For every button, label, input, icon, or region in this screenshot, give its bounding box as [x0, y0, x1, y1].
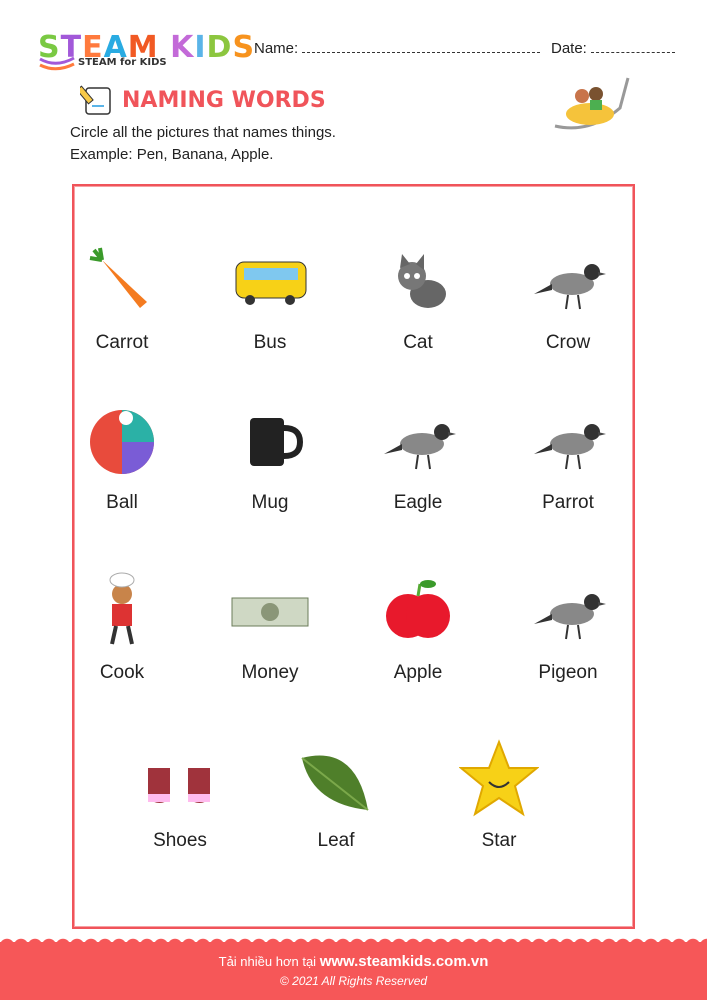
bird-icon [528, 240, 608, 320]
carrot-icon [82, 240, 162, 320]
picture-label: Carrot [95, 332, 149, 353]
logo-subtitle: STEAM for KIDS [78, 57, 167, 68]
picture-item-cat[interactable] [348, 240, 488, 354]
footer-download-line [0, 953, 707, 970]
logo: STEAM KIDS [38, 30, 256, 65]
picture-item-pigeon[interactable] [498, 570, 638, 684]
picture-item-crow[interactable] [498, 240, 638, 354]
footer [0, 942, 707, 1000]
pencil-paper-icon [80, 82, 114, 116]
picture-item-cook[interactable] [52, 570, 192, 684]
picture-item-bus[interactable] [200, 240, 340, 354]
mug-icon [230, 400, 310, 480]
name-label: Name: [254, 40, 299, 57]
leaf-icon [296, 738, 376, 818]
picture-item-apple[interactable] [348, 570, 488, 684]
picture-label: Cook [99, 662, 145, 683]
picture-item-ball[interactable] [52, 400, 192, 514]
footer-link[interactable]: www.steamkids.com.vn [319, 953, 489, 970]
picture-item-mug[interactable] [200, 400, 340, 514]
picture-label: Shoes [153, 830, 207, 851]
picture-item-money[interactable] [200, 570, 340, 684]
shoes-icon [140, 738, 220, 818]
star-icon [459, 738, 539, 818]
picture-label: Parrot [542, 492, 594, 513]
bird-icon [528, 570, 608, 650]
person-icon [82, 570, 162, 650]
worksheet-title: NAMING WORDS [122, 88, 326, 113]
picture-item-eagle[interactable] [348, 400, 488, 514]
picture-label: Leaf [317, 830, 355, 851]
footer-copyright: © 2021 All Rights Reserved [279, 974, 428, 988]
picture-label: Crow [545, 332, 591, 353]
picture-label: Pigeon [538, 662, 598, 683]
picture-item-parrot[interactable] [498, 400, 638, 514]
logo-swoosh-icon [38, 56, 78, 72]
banknote-icon [230, 570, 310, 650]
kids-rollercoaster-illustration [550, 68, 634, 136]
picture-item-star[interactable] [429, 738, 569, 852]
apple-icon [378, 570, 458, 650]
picture-label: Star [481, 830, 517, 851]
picture-label: Bus [253, 332, 287, 353]
cat-icon [378, 240, 458, 320]
picture-item-leaf[interactable] [266, 738, 406, 852]
picture-item-carrot[interactable] [52, 240, 192, 354]
ball-icon [82, 400, 162, 480]
picture-label: Money [241, 662, 299, 683]
bird-icon [378, 400, 458, 480]
name-field[interactable] [254, 40, 540, 57]
picture-item-shoes[interactable] [110, 738, 250, 852]
picture-label: Mug [251, 492, 289, 513]
example-text: Example: Pen, Banana, Apple. [70, 146, 274, 163]
instruction-text: Circle all the pictures that names things. [70, 124, 336, 141]
bus-icon [230, 240, 310, 320]
picture-label: Eagle [393, 492, 443, 513]
date-field[interactable] [551, 40, 675, 57]
bird-icon [528, 400, 608, 480]
picture-label: Cat [403, 332, 433, 353]
picture-label: Ball [106, 492, 138, 513]
date-label: Date: [551, 40, 587, 57]
footer-prefix: Tải nhiều hơn tại [218, 954, 317, 969]
picture-label: Apple [393, 662, 443, 683]
